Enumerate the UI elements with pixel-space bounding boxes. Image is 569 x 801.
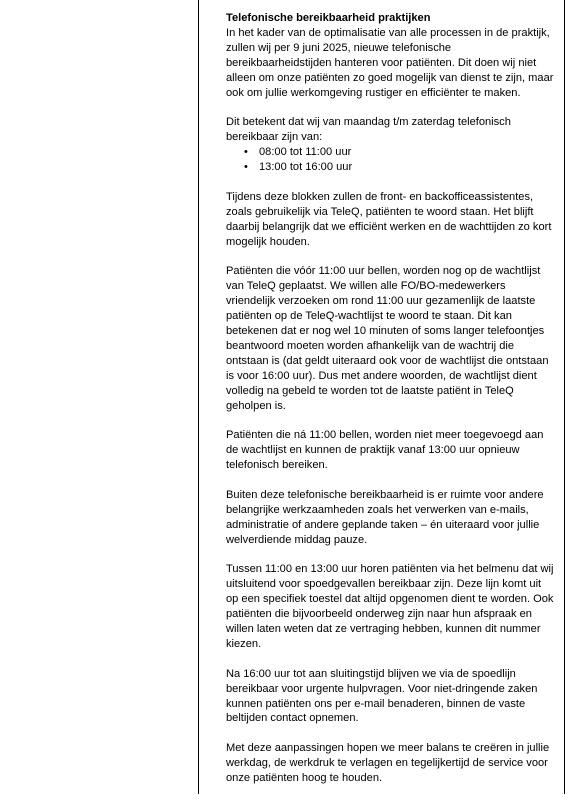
time-slot-afternoon: 13:00 tot 16:00 uur: [259, 161, 353, 174]
paragraph-availability: Dit betekent dat wij van maandag t/m zaterdag telefonisch bereikbaar zijn van:: [226, 116, 511, 144]
paragraph-emergency-line: Tussen 11:00 en 13:00 uur horen patiënten via het belmenu dat wij uitsluitend voor spoedgevallen bereikbaar zijn. Deze lijn komt uit op een specifiek toestel dat altijd opgenomen dient te worden. Ook patiënten die bijvoorbeeld onderweg zijn naar hun afspraak en willen laten weten dat ze vertraging hebben, kunnen dit nummer kiezen.: [226, 563, 554, 650]
time-slot-morning: 08:00 tot 11:00 uur: [259, 146, 352, 159]
bullet-icon: •: [244, 146, 248, 159]
paragraph-before-eleven: Patiënten die vóór 11:00 uur bellen, worden nog op de wachtlijst van TeleQ geplaatst. We willen alle FO/BO-medewerkers vriendelijk verzoeken om rond 11:00 uur gezamenlijk de laatste patiënten op de TeleQ-wachtlijst te woord te staan. Dit kan betekenen dat er nog wel 10 minuten of soms langer telefoontjes beantwoord moeten worden afhankelijk van de wachtrij die ontstaan is (dat geldt uiteraard ook voor de wachtlijst die ontstaan is voor 16:00 uur). Dus met andere woorden, de wachtlijst dient volledig na gebeld te worden tot de laatste patiënt in TeleQ geholpen is.: [226, 265, 549, 412]
paragraph-intro: In het kader van de optimalisatie van alle processen in de praktijk, zullen wij per 9 juni 2025, nieuwe telefonische bereikbaarheidstijden hanteren voor patiënten. Dit doen wij niet alleen om onze patiënten zo goed mogelijk van dienst te zijn, maar ook om jullie werkomgeving rustiger en efficiënter te maken.: [226, 26, 554, 99]
document-body: [226, 11, 556, 801]
list-item: [226, 145, 556, 160]
paragraph-blocks: Tijdens deze blokken zullen de front- en backofficeassistentes, zoals gebruikelijk via TeleQ, patiënten te woord staan. Het blijft daarbij belangrijk dat we efficiënt werken en de wachttijden zo kort mogelijk houden.: [226, 190, 552, 248]
document-title: Telefonische bereikbaarheid praktijken: [226, 12, 431, 24]
paragraph-after-sixteen: Na 16:00 uur tot aan sluitingstijd blijven we via de spoedlijn bereikbaar voor urgente hulpvragen. Voor niet-dringende zaken kunnen patiënten ons per e-mail benaderen, binnen de vaste beltijden contact opnemen.: [226, 667, 538, 725]
table-border-right: [564, 0, 565, 794]
time-slot-list: [226, 145, 556, 175]
paragraph-closing: Met deze aanpassingen hopen we meer balans te creëren in jullie werkdag, de werkdruk te verlagen en tegelijkertijd de service voor onze patiënten hoog te houden.: [226, 742, 550, 785]
table-border-left: [198, 0, 199, 794]
list-item: [226, 160, 556, 175]
bullet-icon: •: [244, 161, 248, 174]
paragraph-after-eleven: Patiënten die ná 11:00 bellen, worden niet meer toegevoegd aan de wachtlijst en kunnen de praktijk vanaf 13:00 uur opnieuw telefonisch bereiken.: [226, 429, 544, 472]
paragraph-other-work: Buiten deze telefonische bereikbaarheid is er ruimte voor andere belangrijke werkzaamheden zoals het verwerken van e-mails, administratie of andere geplande taken – én uiteraard voor jullie welverdiende middag pauze.: [226, 488, 544, 546]
